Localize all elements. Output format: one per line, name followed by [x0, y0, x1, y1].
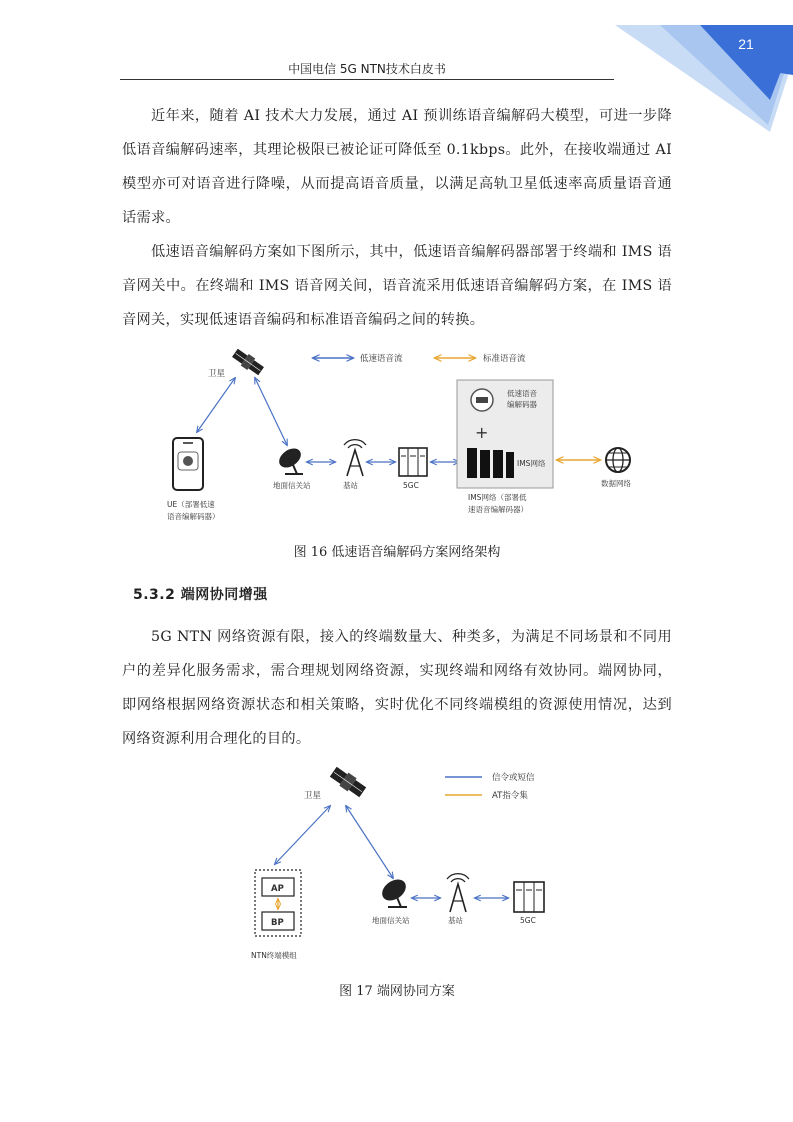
- legend-low-label: 低速语音流: [360, 354, 403, 364]
- ims-label-1: IMS网络（部署低: [468, 493, 527, 502]
- codec-label-2: 编解码器: [507, 400, 537, 409]
- ap-label: AP: [271, 884, 284, 894]
- header-divider: [120, 79, 614, 80]
- satellite-label: 卫星: [304, 791, 322, 801]
- legend-signal-label: 信令或短信: [492, 773, 535, 783]
- figure-17-caption: 图 17 端网协同方案: [339, 984, 455, 999]
- ground-station-label: 地面信关站: [273, 481, 311, 490]
- figure-16-diagram: [155, 340, 655, 530]
- ntn-module-label: NTN终端模组: [251, 951, 297, 960]
- section-title: 端网协同增强: [180, 587, 268, 603]
- satellite-label: 卫星: [208, 369, 226, 379]
- plus-sign: +: [475, 423, 489, 442]
- paragraph-terminal-network: 5G NTN 网络资源有限，接入的终端数量大、种类多，为满足不同场景和不同用户的差异化服务需求，需合理规划网络资源，实现终端和网络有效协同。端网协同，即网络根据网络资源状态和相关策略，实时优化不同终端模组的资源使用情况，达到网络资源利用合理化的目的。: [122, 629, 672, 747]
- ue-label-1: UE（部署低速: [167, 500, 215, 509]
- satellite-icon: [329, 765, 368, 799]
- dish-icon: [378, 875, 410, 907]
- ground-station-label: 地面信关站: [372, 916, 410, 925]
- section-heading: [133, 584, 268, 604]
- ims-label-2: 速语音编解码器）: [468, 505, 528, 514]
- base-station-icon: [447, 874, 469, 912]
- bp-label: BP: [271, 918, 284, 928]
- ue-label-2: 语音编解码器）: [167, 512, 220, 521]
- page-number: 21: [738, 36, 754, 52]
- codec-label-1: 低速语音: [507, 389, 537, 398]
- paragraph-low-rate-scheme: 低速语音编解码方案如下图所示，其中，低速语音编解码器部署于终端和 IMS 语音网关中。在终端和 IMS 语音网关间，语音流采用低速语音编解码方案，在 IMS 语音网关，实现低速语音编码和标准语音编码之间的转换。: [122, 244, 672, 328]
- paragraph-ai-codec: 近年来，随着 AI 技术大力发展，通过 AI 预训练语音编解码大模型，可进一步降低语音编解码速率，其理论极限已被论证可降低至 0.1kbps。此外，在接收端通过 AI 模型亦可对语音进行降噪，从而提高语音质量，以满足高轨卫星低速率高质量语音通话需求。: [122, 108, 672, 226]
- dish-icon: [276, 445, 305, 474]
- figure-17-diagram: [250, 758, 550, 968]
- core-label: 5GC: [403, 481, 419, 490]
- base-station-icon: [344, 440, 366, 476]
- figure-16-caption: 图 16 低速语音编解码方案网络架构: [293, 545, 501, 560]
- legend-at-label: AT指令集: [492, 791, 528, 801]
- section-number: 5.3.2: [133, 587, 176, 603]
- core-server-icon: [514, 882, 544, 912]
- core-server-icon: [399, 448, 427, 476]
- base-station-label: 基站: [448, 916, 463, 925]
- core-label: 5GC: [520, 916, 536, 925]
- legend-std-label: 标准语音流: [483, 354, 526, 364]
- globe-icon: [606, 448, 630, 472]
- base-station-label: 基站: [343, 481, 358, 490]
- ims-inner-label: IMS网络: [517, 459, 546, 468]
- satellite-icon: [231, 347, 265, 377]
- phone-icon: [173, 438, 203, 490]
- header-title: 中国电信 5G NTN技术白皮书: [288, 62, 446, 76]
- data-network-label: 数据网络: [601, 479, 631, 488]
